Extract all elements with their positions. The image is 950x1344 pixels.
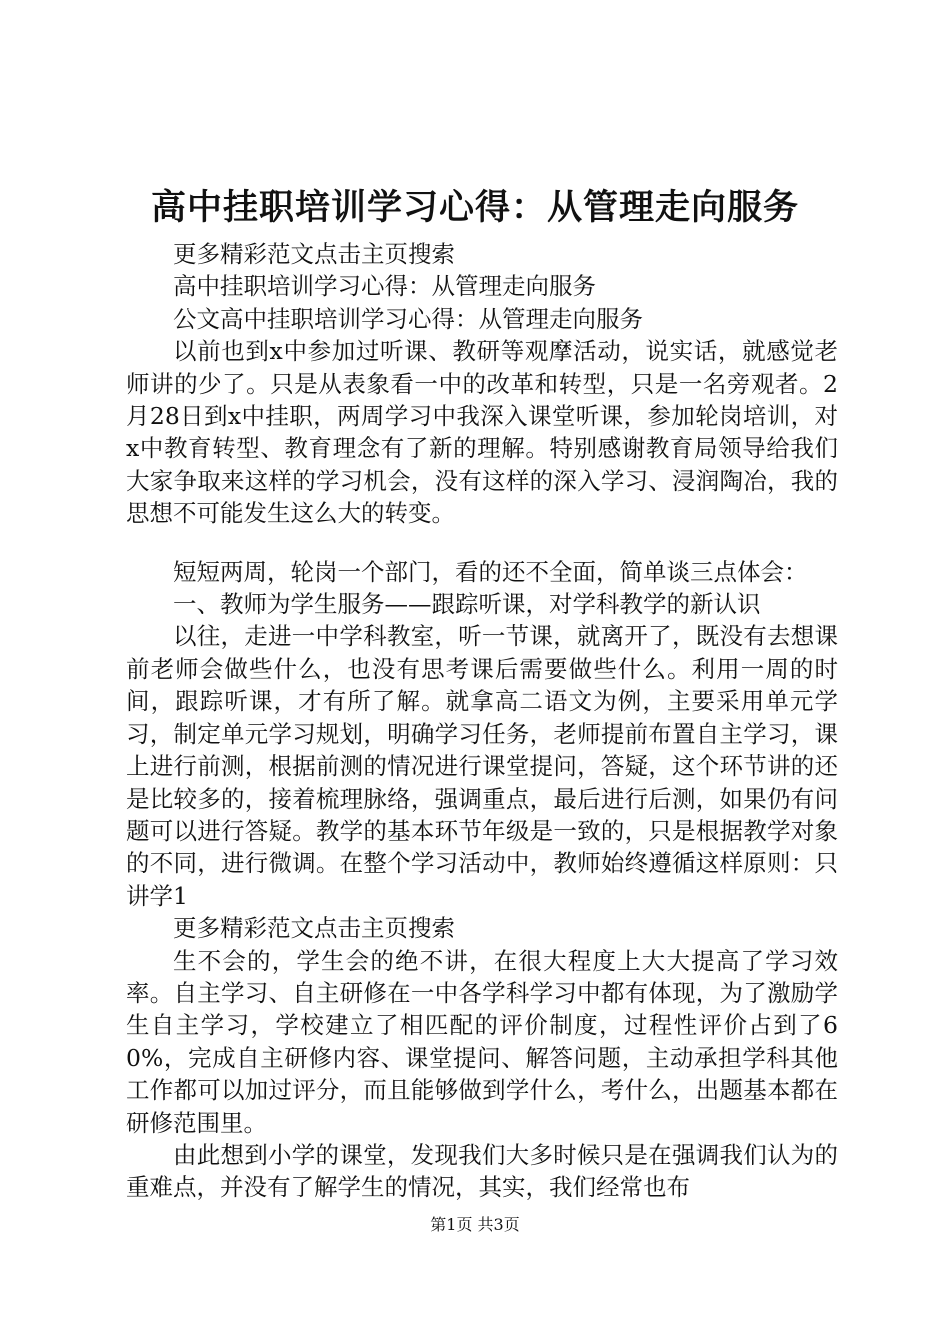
section-heading-1: 一、教师为学生服务——跟踪听课，对学科教学的新认识 [173,590,761,619]
paragraph-continued: 生不会的，学生会的绝不讲，在很大程度上大大提高了学习效率。自主学习、自主研修在一中各学科学习中都有体现，为了激励学生自主学习，学校建立了相匹配的评价制度，过程性评价占到了60%，完成自主研修内容、课堂提问、解答问题，主动承担学科其他工作都可以加过评分，而且能够做到学什么，考什么，出题基本都在研修范围里。 [126,946,838,1137]
document-title: 高中挂职培训学习心得：从管理走向服务 [150,187,799,228]
paragraph-reflection: 由此想到小学的课堂，发现我们大多时候只是在强调我们认为的重难点，并没有了解学生的情况，其实，我们经常也布 [126,1140,838,1202]
subtitle-line: 高中挂职培训学习心得：从管理走向服务 [173,272,596,301]
more-link-text-2: 更多精彩范文点击主页搜索 [173,914,455,943]
subtitle-line-official: 公文高中挂职培训学习心得：从管理走向服务 [173,304,643,333]
paragraph-intro: 以前也到x中参加过听课、教研等观摩活动，说实话，就感觉老师讲的少了。只是从表象看一中的改革和转型，只是一名旁观者。2月28日到x中挂职，两周学习中我深入课堂听课，参加轮岗培训，对x中教育转型、教育理念有了新的理解。特别感谢教育局领导给我们大家争取来这样的学习机会，没有这样的深入学习、浸润陶冶，我的思想不可能发生这么大的转变。 [126,337,838,528]
paragraph-section-1: 以往，走进一中学科教室，听一节课，就离开了，既没有去想课前老师会做些什么，也没有思考课后需要做些什么。利用一周的时间，跟踪听课，才有所了解。就拿高二语文为例，主要采用单元学习，制定单元学习规划，明确学习任务，老师提前布置自主学习，课上进行前测，根据前测的情况进行课堂提问，答疑，这个环节讲的还是比较多的，接着梳理脉络，强调重点，最后进行后测，如果仍有问题可以进行答疑。教学的基本环节年级是一致的，只是根据教学对象的不同，进行微调。在整个学习活动中，教师始终遵循这样原则：只讲学1 [126,622,838,910]
document-body [126,238,838,1204]
more-link-text: 更多精彩范文点击主页搜索 [173,240,455,268]
paragraph-summary: 短短两周，轮岗一个部门，看的还不全面，简单谈三点体会： [173,557,808,586]
page-footer: 第1页 共3页 [430,1215,520,1234]
